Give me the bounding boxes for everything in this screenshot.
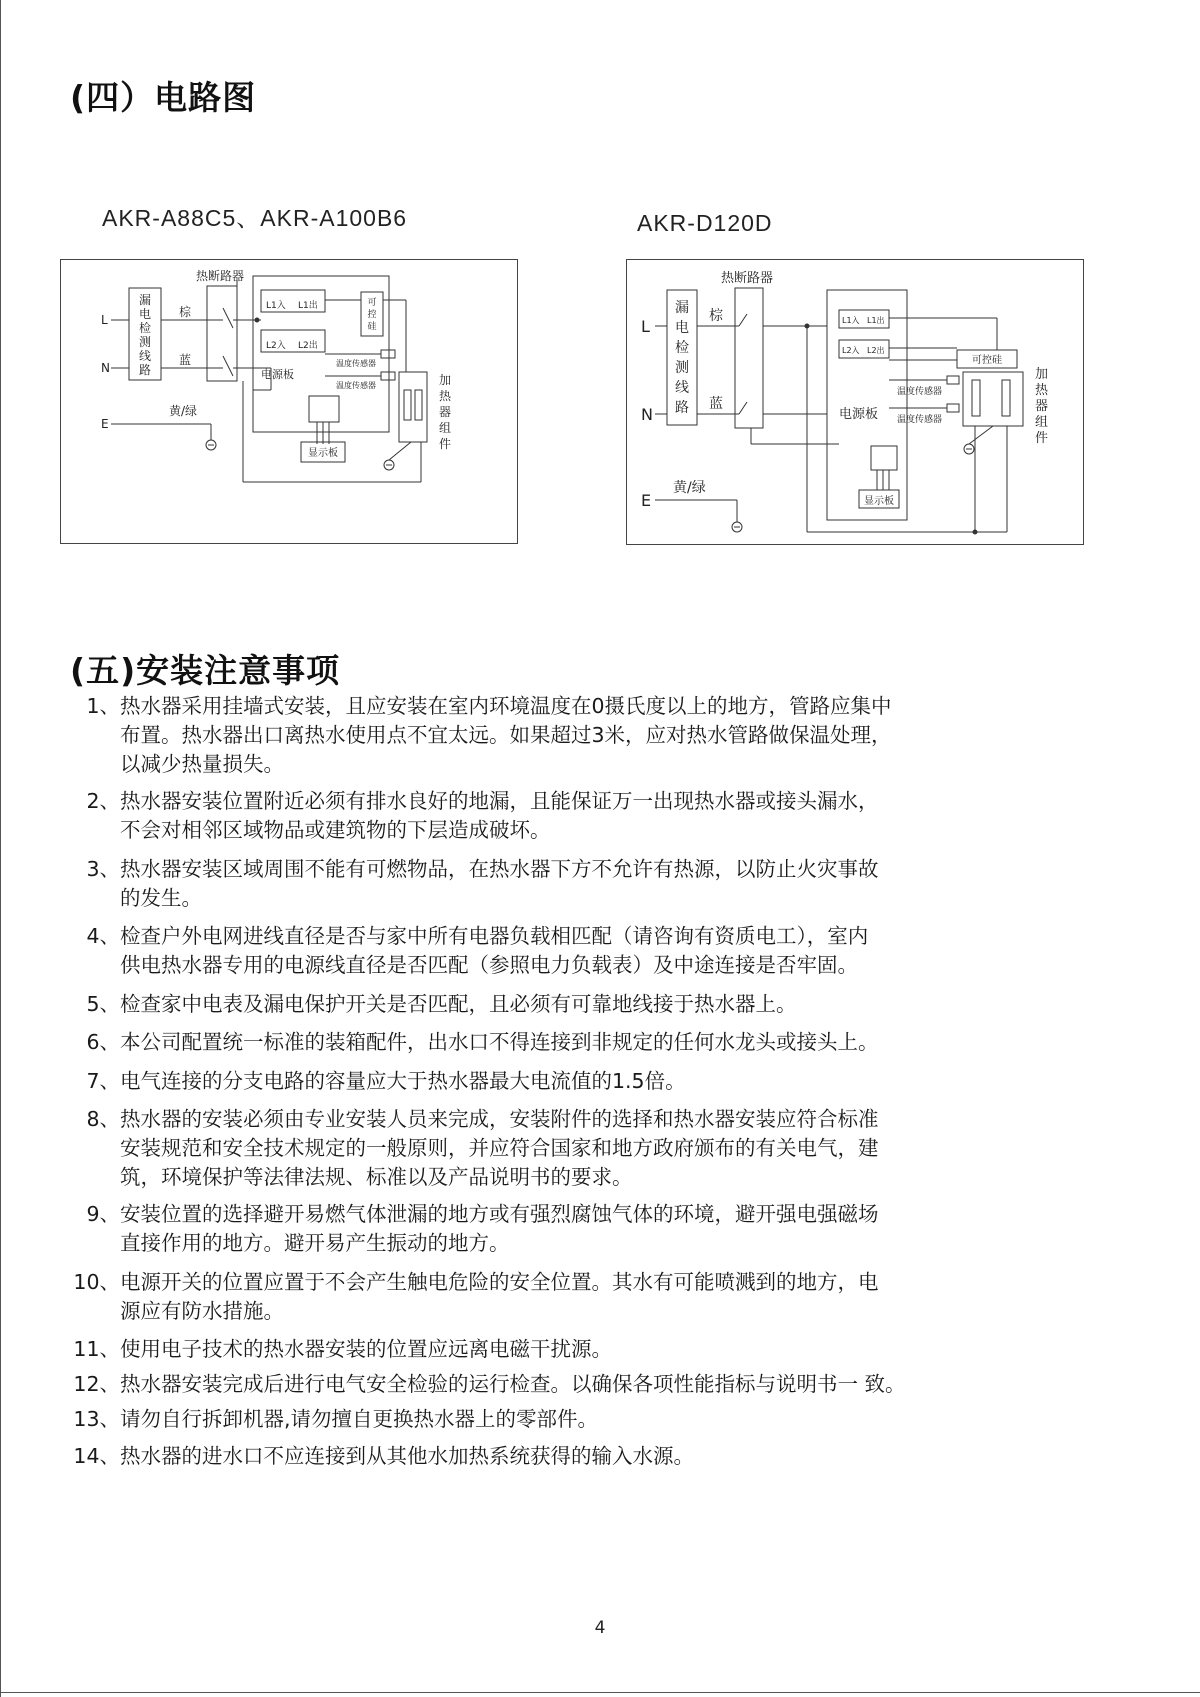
list-item-number: 4、: [86, 924, 120, 948]
list-item-number: 7、: [86, 1069, 120, 1093]
svg-text:组: 组: [1035, 415, 1049, 430]
page-border-left: [0, 0, 1, 1697]
list-item-line: 热水器的安装必须由专业安装人员来完成，安装附件的选择和热水器安装应符合标准: [120, 1107, 879, 1131]
label-L: L: [641, 317, 650, 336]
label-blue: 蓝: [709, 396, 723, 412]
list-item-line: 直接作用的地方。避开易产生振动的地方。: [120, 1231, 510, 1255]
leak-detect-label: [675, 300, 689, 416]
list-item-number: 1、: [86, 694, 120, 718]
temp-sensor-label-1: 温度传感器: [897, 387, 943, 397]
label-brown: 棕: [709, 308, 723, 324]
svg-text:加: 加: [1035, 367, 1049, 382]
svg-text:件: 件: [439, 437, 452, 451]
svg-text:热: 热: [1035, 383, 1049, 398]
list-item-number: 14、: [73, 1444, 120, 1468]
svg-text:线: 线: [675, 380, 689, 396]
svg-text:电: 电: [138, 307, 152, 321]
list-item-line: 供电热水器专用的电源线直径是否匹配（参照电力负载表）及中途连接是否牢固。: [120, 953, 858, 977]
svg-text:L2出: L2出: [867, 346, 885, 355]
svg-text:L2入: L2入: [266, 341, 286, 351]
list-item-line: 源应有防水措施。: [120, 1299, 284, 1323]
svg-text:器: 器: [439, 405, 452, 419]
list-item-number: 12、: [73, 1372, 120, 1396]
diagram2-model-title: AKR-D120D: [637, 210, 773, 236]
heater-box: [399, 372, 427, 442]
list-item-line: 热水器安装区域周围不能有可燃物品，在热水器下方不允许有热源，以防止火灾事故: [120, 857, 879, 881]
list-item-line: 热水器安装位置附近必须有排水良好的地漏，且能保证万一出现热水器或接头漏水，: [120, 789, 879, 813]
power-board-label: 电源板: [839, 407, 879, 422]
list-item-line: 热水器的进水口不应连接到从其他水加热系统获得的输入水源。: [120, 1444, 694, 1468]
page-number: 4: [594, 1618, 606, 1638]
diagram1-model-title: AKR-A88C5、AKR-A100B6: [102, 205, 408, 231]
list-item-number: 9、: [86, 1202, 120, 1226]
list-item-number: 11、: [73, 1337, 120, 1361]
list-item-number: 5、: [86, 992, 120, 1016]
list-item-number: 6、: [86, 1030, 120, 1054]
leak-detect-label: [139, 293, 151, 377]
list-item-line: 使用电子技术的热水器安装的位置应远离电磁干扰源。: [120, 1337, 612, 1361]
list-item-line: 本公司配置统一标准的装箱配件，出水口不得连接到非规定的任何水龙头或接头上。: [120, 1030, 879, 1054]
display-board-label: 显示板: [308, 448, 338, 459]
heater-label: [1035, 366, 1049, 446]
label-E: E: [641, 491, 652, 510]
svg-text:硅: 硅: [367, 322, 377, 332]
scr-label: [367, 297, 376, 332]
circuit-diagram-1: [60, 259, 518, 544]
svg-text:漏: 漏: [675, 300, 689, 316]
label-E: E: [101, 417, 109, 431]
display-board-label: 显示板: [864, 496, 894, 507]
svg-text:L2出: L2出: [298, 341, 318, 351]
section5-heading: (五)安装注意事项: [70, 651, 341, 690]
svg-text:电: 电: [675, 320, 689, 336]
svg-text:加: 加: [439, 373, 452, 387]
list-item-number: 3、: [86, 857, 120, 881]
list-item-line: 以减少热量损失。: [120, 752, 284, 776]
svg-text:漏: 漏: [138, 293, 152, 307]
svg-text:L1出: L1出: [867, 316, 885, 325]
svg-text:器: 器: [1035, 399, 1049, 414]
temp-sensor-label-1: 温度传感器: [336, 359, 376, 368]
svg-text:路: 路: [138, 363, 152, 377]
svg-text:测: 测: [138, 335, 152, 349]
thermal-breaker-label: 热断路器: [196, 269, 245, 283]
list-item-line: 热水器安装完成后进行电气安全检验的运行检查。以确保各项性能指标与说明书一 致。: [120, 1372, 906, 1396]
svg-text:检: 检: [138, 321, 152, 335]
svg-text:热: 热: [439, 389, 452, 403]
label-yellow-green: 黄/绿: [169, 404, 198, 418]
list-item-number: 13、: [73, 1407, 120, 1431]
temp-sensor-label-2: 温度传感器: [897, 415, 943, 425]
power-board-label: 电源板: [261, 368, 294, 381]
list-item-number: 8、: [86, 1107, 120, 1131]
svg-text:L1入: L1入: [266, 301, 286, 311]
list-item-line: 布置。热水器出口离热水使用点不宜太远。如果超过3米，应对热水管路做保温处理，: [120, 723, 892, 747]
heater-label: [439, 372, 452, 451]
list-item-line: 请勿自行拆卸机器,请勿擅自更换热水器上的零部件。: [120, 1407, 599, 1431]
scr-label: 可控硅: [972, 355, 1002, 366]
list-item-number: 10、: [73, 1270, 120, 1294]
svg-text:组: 组: [439, 421, 452, 435]
list-item-number: 2、: [86, 789, 120, 813]
thermal-breaker-box: [207, 286, 237, 381]
svg-text:检: 检: [675, 340, 689, 356]
list-item-line: 检查户外电网进线直径是否与家中所有电器负载相匹配（请咨询有资质电工），室内: [120, 924, 869, 948]
svg-text:路: 路: [675, 400, 689, 416]
section4-heading: (四）电路图: [70, 78, 257, 117]
list-item-line: 检查家中电表及漏电保护开关是否匹配，且必须有可靠地线接于热水器上。: [120, 992, 797, 1016]
label-N: N: [101, 361, 110, 375]
list-item-line: 热水器采用挂墙式安装，且应安装在室内环境温度在0摄氏度以上的地方，管路应集中: [120, 694, 892, 718]
svg-text:线: 线: [138, 349, 152, 363]
svg-text:L2入: L2入: [842, 346, 860, 355]
circuit-diagram-2-svg: [627, 260, 1083, 544]
circuit-diagram-2: [626, 259, 1084, 545]
svg-text:L1入: L1入: [842, 316, 860, 325]
temp-sensor-label-2: 温度传感器: [336, 381, 376, 390]
list-item-line: 电气连接的分支电路的容量应大于热水器最大电流值的1.5倍。: [120, 1069, 686, 1093]
svg-text:控: 控: [367, 310, 377, 320]
circuit-diagram-1-svg: [61, 260, 517, 543]
list-item-line: 不会对相邻区域物品或建筑物的下层造成破坏。: [120, 818, 551, 842]
svg-text:可: 可: [367, 298, 377, 308]
svg-text:L1出: L1出: [298, 301, 318, 311]
page-border-bottom: [0, 1692, 1200, 1693]
label-yellow-green: 黄/绿: [673, 480, 706, 496]
label-N: N: [641, 405, 653, 424]
label-L: L: [101, 313, 108, 327]
thermal-breaker-label: 热断路器: [721, 271, 774, 286]
list-item-line: 电源开关的位置应置于不会产生触电危险的安全位置。其水有可能喷溅到的地方，电: [120, 1270, 879, 1294]
label-brown: 棕: [179, 305, 192, 319]
list-item-line: 筑，环境保护等法律法规、标准以及产品说明书的要求。: [120, 1165, 633, 1189]
svg-text:测: 测: [675, 360, 689, 376]
list-item-line: 安装位置的选择避开易燃气体泄漏的地方或有强烈腐蚀气体的环境，避开强电强磁场: [120, 1202, 879, 1226]
list-item-line: 的发生。: [120, 886, 202, 910]
list-item-line: 安装规范和安全技术规定的一般原则，并应符合国家和地方政府颁布的有关电气，建: [120, 1136, 879, 1160]
label-blue: 蓝: [179, 353, 192, 367]
svg-text:件: 件: [1035, 431, 1049, 446]
thermal-breaker-box: [735, 288, 763, 428]
